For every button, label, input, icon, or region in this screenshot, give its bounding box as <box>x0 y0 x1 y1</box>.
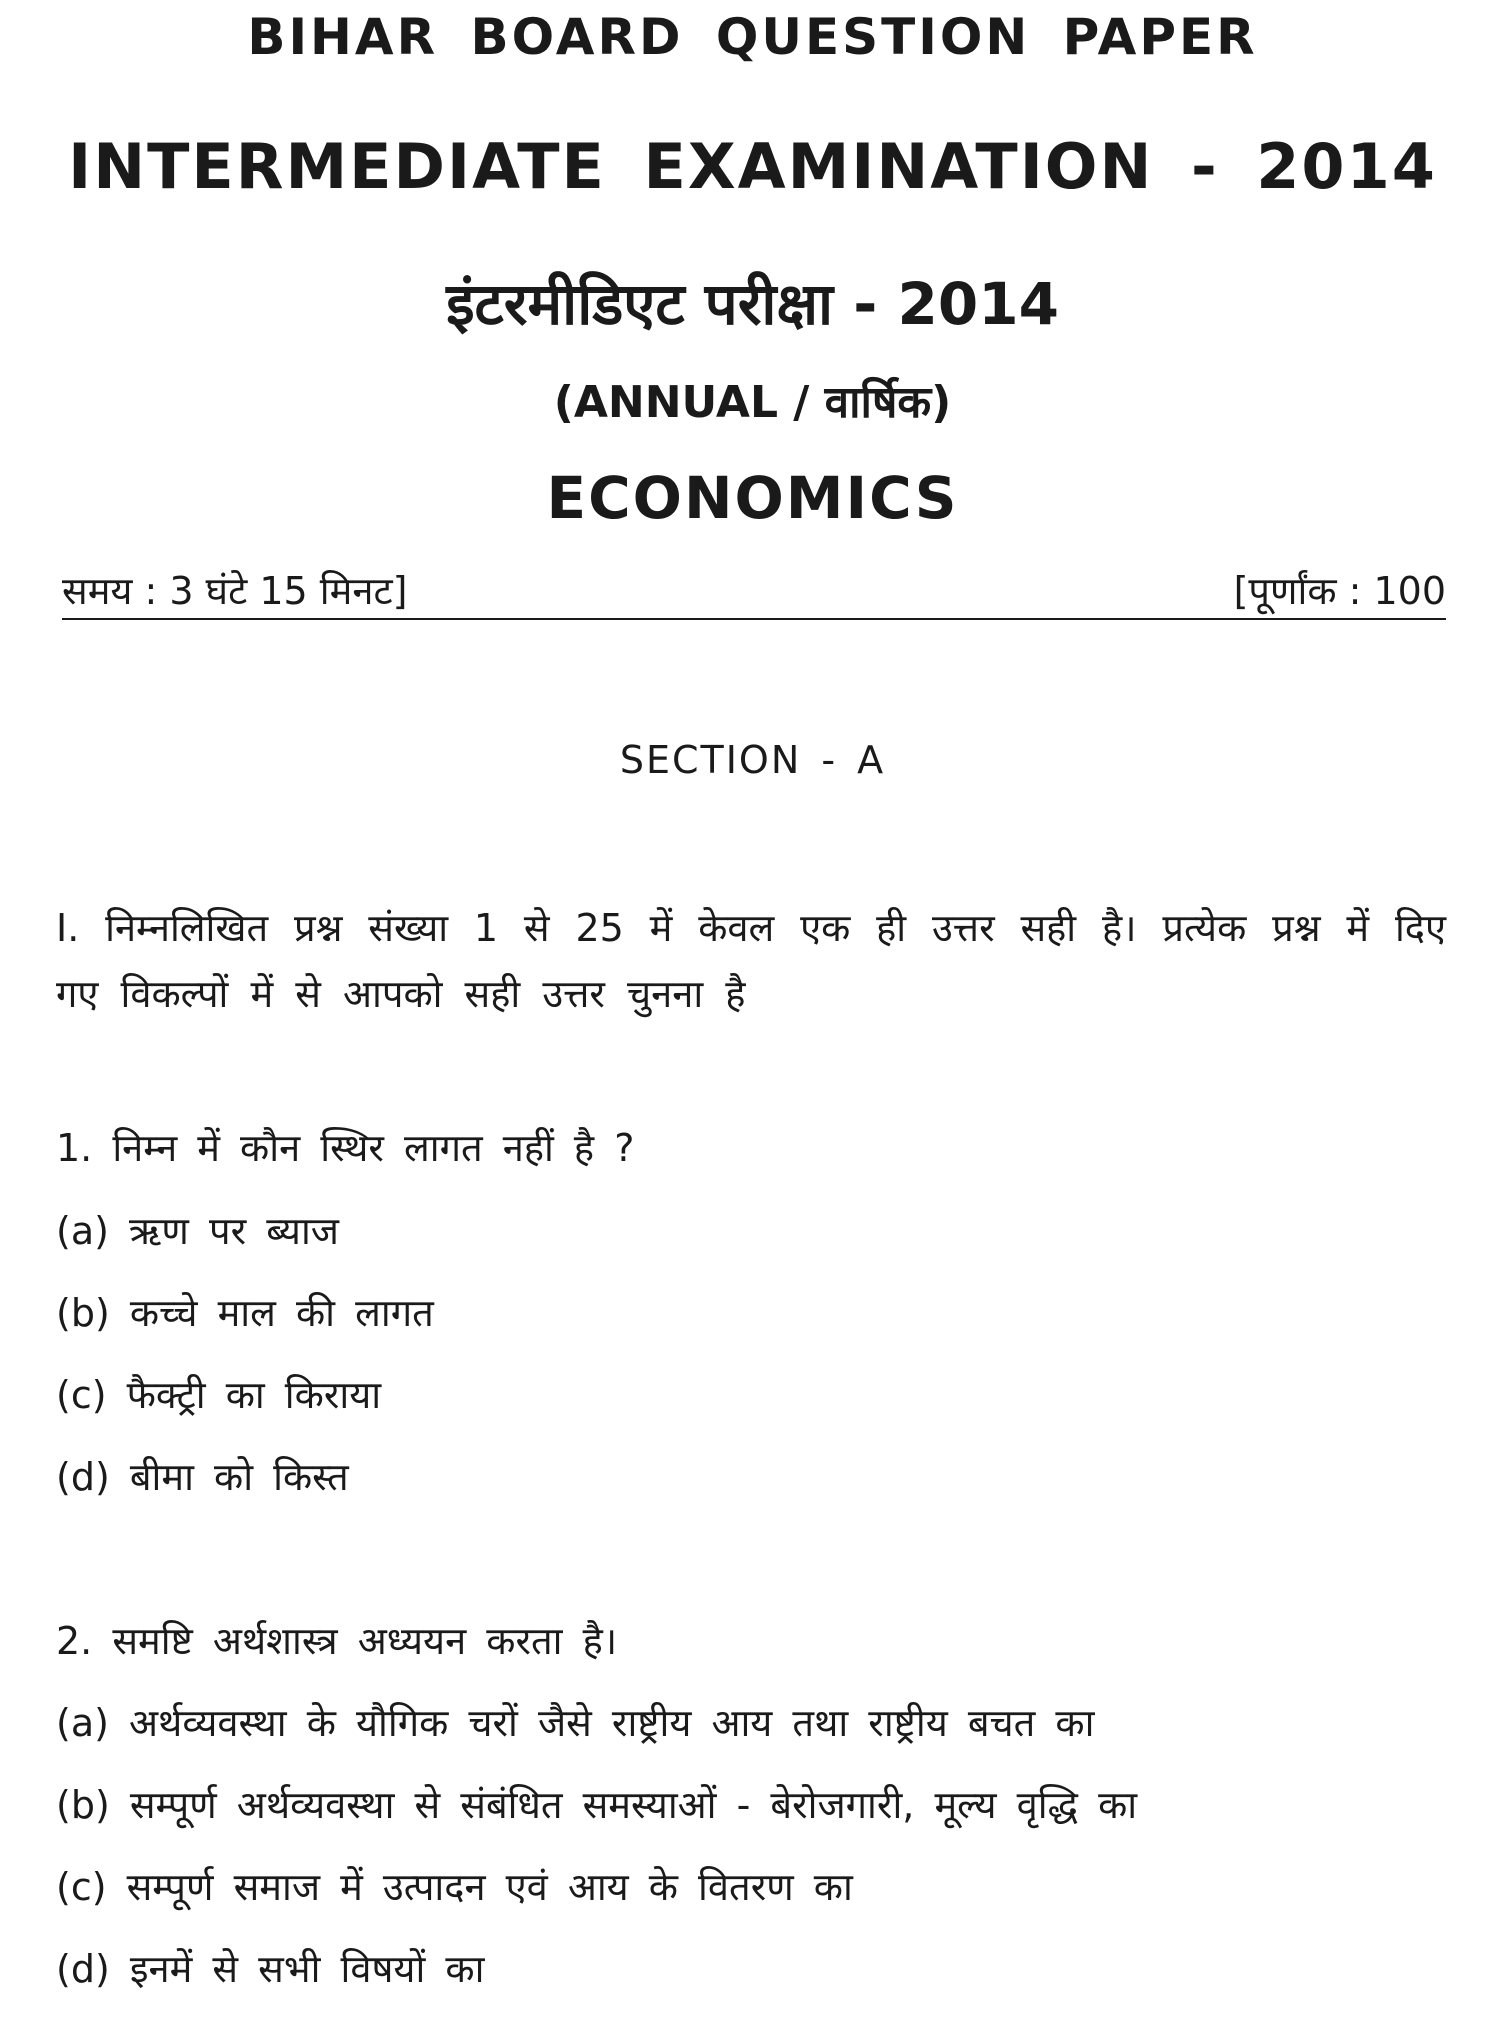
time-marks-row <box>62 566 1446 620</box>
question-1-option-c: (c) फैक्ट्री का किराया <box>56 1373 382 1417</box>
time-allowed: समय : 3 घंटे 15 मिनट] <box>62 569 408 613</box>
question-2-option-d: (d) इनमें से सभी विषयों का <box>56 1947 485 1991</box>
full-marks: [पूर्णांक : 100 <box>1233 569 1446 613</box>
board-title: BIHAR BOARD QUESTION PAPER <box>247 8 1258 66</box>
section-instruction: I. निम्नलिखित प्रश्न संख्या 1 से 25 में केवल एक ही उत्तर सही है। प्रत्येक प्रश्न में दिए गए विकल्पों में से आपको सही उत्तर चुनना है <box>56 906 1446 1016</box>
question-2-option-a: (a) अर्थव्यवस्था के यौगिक चरों जैसे राष्ट्रीय आय तथा राष्ट्रीय बचत का <box>56 1701 1095 1745</box>
question-1-option-b: (b) कच्चे माल की लागत <box>56 1291 434 1335</box>
question-1: 1. निम्न में कौन स्थिर लागत नहीं है ? <box>56 1126 635 1170</box>
question-2: 2. समष्टि अर्थशास्त्र अध्ययन करता है। <box>56 1619 618 1663</box>
question-2-option-b: (b) सम्पूर्ण अर्थव्यवस्था से संबंधित समस्याओं - बेरोजगारी, मूल्य वृद्धि का <box>56 1783 1138 1827</box>
question-1-option-a: (a) ऋण पर ब्याज <box>56 1209 339 1253</box>
question-1-option-d: (d) बीमा को किस्त <box>56 1455 349 1499</box>
exam-title-hindi: इंटरमीडिएट परीक्षा - 2014 <box>446 270 1059 338</box>
section-title: SECTION - A <box>619 738 886 782</box>
subject-title: ECONOMICS <box>546 464 959 532</box>
question-2-option-c: (c) सम्पूर्ण समाज में उत्पादन एवं आय के वितरण का <box>56 1865 853 1909</box>
exam-title: INTERMEDIATE EXAMINATION - 2014 <box>68 130 1437 203</box>
annual-label: (ANNUAL / वार्षिक) <box>553 377 952 428</box>
